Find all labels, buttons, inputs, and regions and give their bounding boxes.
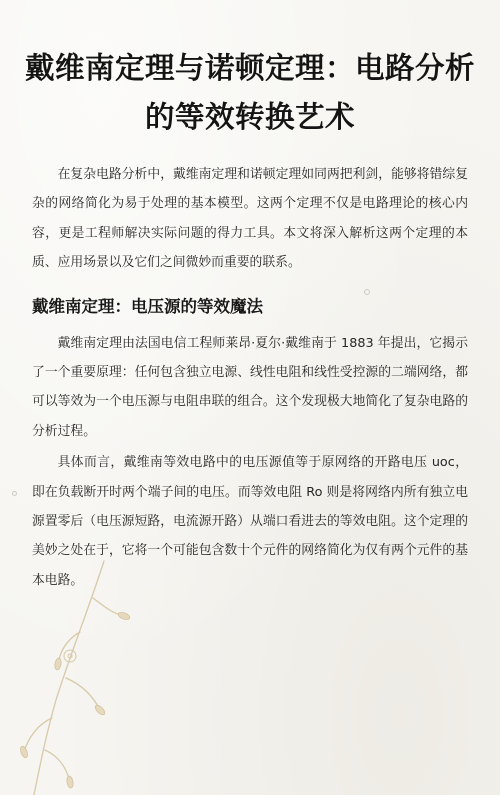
section-heading: 戴维南定理：电压源的等效魔法 bbox=[32, 296, 263, 316]
article-title: 戴维南定理与诺顿定理：电路分析的等效转换艺术 bbox=[24, 51, 475, 134]
paper-speck bbox=[12, 491, 17, 496]
paper-speck bbox=[364, 289, 370, 295]
body-paragraph-2: 具体而言，戴维南等效电路中的电压源值等于原网络的开路电压 uoc，即在负载断开时两个端子间的电压。而等效电阻 Ro 则是将网络内所有独立电源置零后（电压源短路，电流源开路）从端口看进去的等效电阻。这个定理的美妙之处在于，它将一个可能包含数十个元件的网络简化为仅有两个元件的基本电路。 bbox=[32, 455, 468, 588]
body-paragraph-1: 戴维南定理由法国电信工程师莱昂·夏尔·戴维南于 1883 年提出，它揭示了一个重要原理：任何包含独立电源、线性电阻和线性受控源的二端网络，都可以等效为一个电压源与电阻串联的组合。这个发现极大地简化了复杂电路的分析过程。 bbox=[32, 335, 468, 439]
article-body bbox=[32, 160, 468, 595]
intro-paragraph: 在复杂电路分析中，戴维南定理和诺顿定理如同两把利剑，能够将错综复杂的网络简化为易于处理的基本模型。这两个定理不仅是电路理论的核心内容，更是工程师解决实际问题的得力工具。本文将深入解析这两个定理的本质、应用场景以及它们之间微妙而重要的联系。 bbox=[32, 167, 468, 271]
